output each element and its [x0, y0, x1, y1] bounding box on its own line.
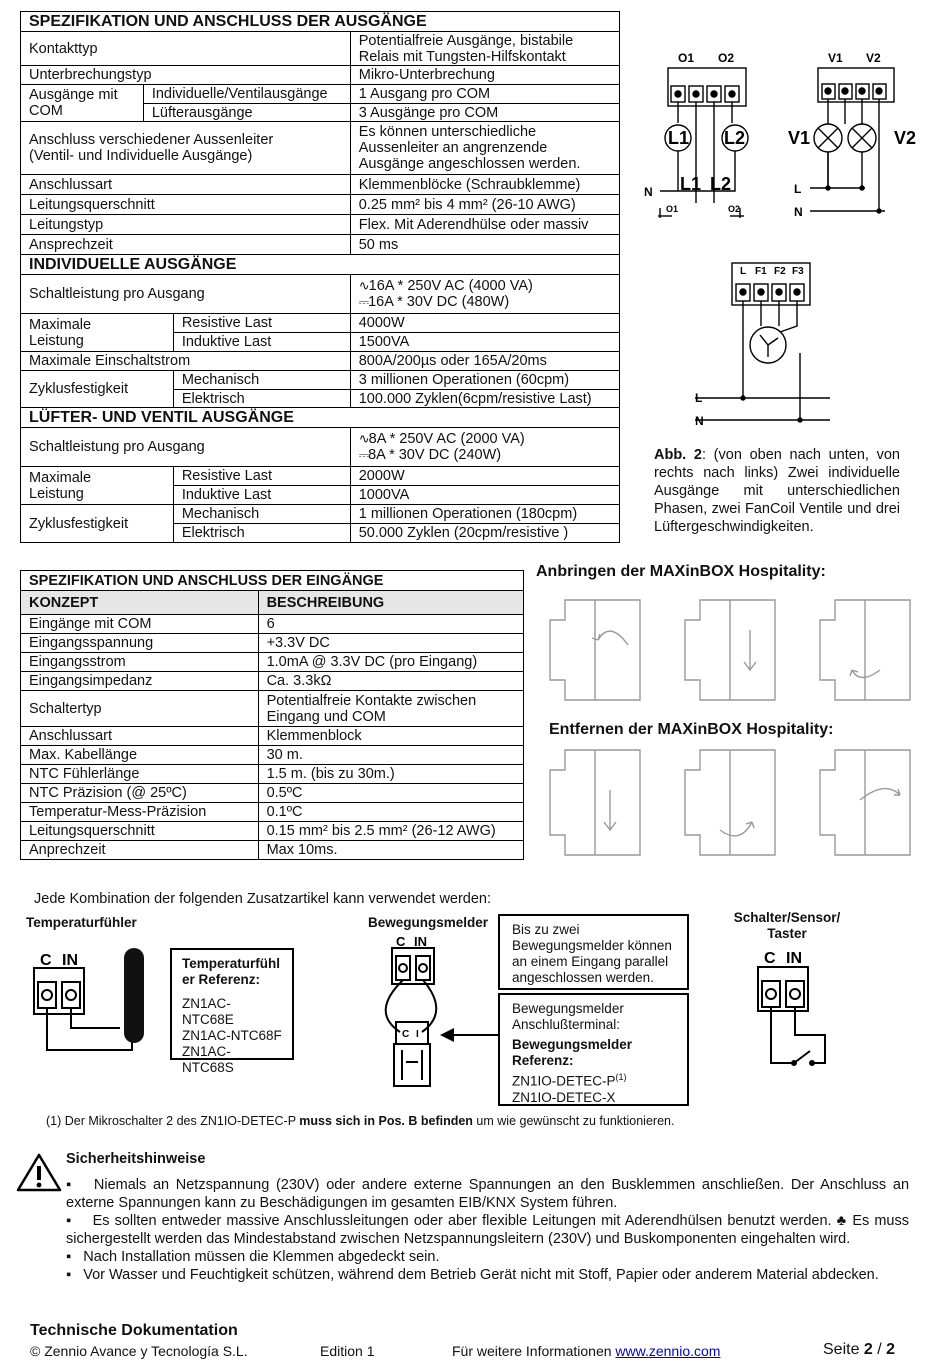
schaltertyp-label: Schaltertyp [21, 691, 259, 727]
individuelle-label: Individuelle/Ventilausgänge [143, 85, 350, 104]
f-line-n: N [695, 414, 704, 428]
querschnitt-value: 0.25 mm² bis 4 mm² (26-10 AWG) [350, 195, 619, 215]
switch-in-label: IN [786, 950, 802, 967]
wiring-diagrams [640, 48, 930, 438]
switch-diagram [750, 945, 840, 1070]
o-load-l1: L1 [668, 128, 690, 148]
device-3 [820, 600, 910, 700]
input-spec-label: Eingangsstrom [21, 653, 259, 672]
ausgaenge-com-label: Ausgänge mit COM [21, 85, 144, 122]
device-5 [685, 750, 775, 855]
input-spec-value: 0.5ºC [258, 784, 523, 803]
f-term-f3: F3 [792, 266, 804, 277]
ind-einschalt-label: Maximale Einschaltstrom [21, 352, 351, 371]
footer-company: © Zennio Avance y Tecnología S.L. [30, 1343, 248, 1359]
input-spec-value: Ca. 3.3kΩ [258, 672, 523, 691]
o-term-o2: O2 [718, 51, 735, 65]
f-term-f1: F1 [755, 266, 767, 277]
schaltertyp-value: Potentialfreie Kontakte zwischen Eingang und COM [258, 691, 523, 727]
dc-symbol-icon: ⎓ [358, 294, 369, 309]
v-side-v2: V2 [894, 128, 917, 148]
anschlussart-value: Klemmenblöcke (Schraubklemme) [350, 175, 619, 195]
device-4 [550, 750, 640, 855]
motion-note-box: Bis zu zwei Bewegungsmelder können an einem Eingang parallel angeschlossen werden. [498, 914, 689, 990]
o-line-l2: L2 [710, 174, 732, 194]
ind-einschalt-value: 800A/200µs oder 165A/20ms [350, 352, 619, 371]
input-spec-value: Max 10ms. [258, 841, 523, 860]
unterbrechung-label: Unterbrechungstyp [21, 66, 351, 85]
o-line-n: N [644, 185, 653, 199]
fan-mechanisch-value: 1 millionen Operationen (180cpm) [350, 505, 619, 524]
v-term-v2: V2 [866, 51, 881, 65]
fan-max-label: Maximale Leistung [21, 467, 174, 505]
motion-small-i: I [416, 1029, 419, 1040]
input-spec-value: 6 [258, 615, 523, 634]
o-term-o1: O1 [678, 51, 695, 65]
input-spec-label: Eingangsimpedanz [21, 672, 259, 691]
input-spec-label: Eingangsspannung [21, 634, 259, 653]
footer-info: Für weitere Informationen www.zennio.com [452, 1343, 721, 1359]
input-spec-label: Max. Kabellänge [21, 746, 259, 765]
input-spec-label: Anschlussart [21, 727, 259, 746]
temp-title: Temperaturfühler [26, 915, 137, 930]
anbringen-title: Anbringen der MAXinBOX Hospitality: [536, 563, 826, 580]
motion-title: Bewegungsmelder [368, 915, 489, 930]
input-spec-row [21, 672, 524, 691]
input-spec-row [21, 822, 524, 841]
col-beschreibung: BESCHREIBUNG [258, 591, 523, 615]
input-spec-value: +3.3V DC [258, 634, 523, 653]
ind-schaltleistung-value: ∿16A * 250V AC (4000 VA) ⎓16A * 30V DC (480W) [350, 275, 619, 314]
o-load-l2: L2 [724, 128, 746, 148]
f-line-l: L [695, 391, 703, 405]
fan-elektrisch-label: Elektrisch [173, 524, 350, 543]
footnote: (1) Der Mikroschalter 2 des ZN1IO-DETEC-P muss sich in Pos. B befinden um wie gewünscht zu funktionieren. [46, 1114, 675, 1128]
input-spec-row [21, 784, 524, 803]
device-2 [685, 600, 775, 700]
input-spec-value: 0.15 mm² bis 2.5 mm² (26-12 AWG) [258, 822, 523, 841]
input-spec-row [21, 841, 524, 860]
temp-in-label: IN [62, 952, 78, 969]
ind-zyklus-label: Zyklusfestigkeit [21, 371, 174, 408]
safety-list [66, 1176, 909, 1284]
ind-resistive-label: Resistive Last [173, 314, 350, 333]
input-spec-value: 30 m. [258, 746, 523, 765]
switch-c-label: C [764, 950, 776, 967]
fan-schaltleistung-value: ∿8A * 250V AC (2000 VA) ⎓8A * 30V DC (240W) [350, 428, 619, 467]
ansprechzeit-label: Ansprechzeit [21, 235, 351, 255]
device-1 [550, 600, 640, 700]
outputs-spec-table [20, 11, 620, 543]
input-spec-value: Klemmenblock [258, 727, 523, 746]
temp-ref-list: ZN1AC-NTC68E ZN1AC-NTC68F ZN1AC-NTC68S [182, 996, 282, 1075]
fan-zyklus-label: Zyklusfestigkeit [21, 505, 174, 543]
input-spec-label: NTC Präzision (@ 25ºC) [21, 784, 259, 803]
figure-caption: Abb. 2: (von oben nach unten, von rechts nach links) Zwei individuelle Ausgänge mit unterschiedlichen Phasen, zwei FanCoil Ventile und drei Lüftergeschwindigkeiten. [654, 447, 900, 535]
motion-detector-diagram [380, 932, 480, 1092]
switch-title: Schalter/Sensor/ Taster [733, 910, 841, 941]
ind-mechanisch-value: 3 millionen Operationen (60cpm) [350, 371, 619, 390]
input-spec-label: NTC Fühlerlänge [21, 765, 259, 784]
motion-small-c: C [402, 1029, 410, 1040]
kontakttyp-value: Potentialfreie Ausgänge, bistabile Relais mit Tungsten-Hilfskontakt [350, 32, 619, 66]
ind-resistive-value: 4000W [350, 314, 619, 333]
aussenleiter-label: Anschluss verschiedener Aussenleiter (Ventil- und Individuelle Ausgänge) [21, 122, 351, 175]
motion-in-label: IN [414, 934, 427, 949]
outputs-title: SPEZIFIKATION UND ANSCHLUSS DER AUSGÄNGE [21, 12, 620, 32]
individuelle-value: 1 Ausgang pro COM [350, 85, 619, 104]
kontakttyp-label: Kontakttyp [21, 32, 351, 66]
device-6 [820, 750, 910, 855]
input-spec-row [21, 803, 524, 822]
fan-elektrisch-value: 50.000 Zyklen (20cpm/resistive ) [350, 524, 619, 543]
temp-ref-title: Temperaturfühl er Referenz: [182, 956, 281, 987]
input-spec-row [21, 653, 524, 672]
input-spec-value: 0.1ºC [258, 803, 523, 822]
input-spec-row [21, 615, 524, 634]
v-line-n: N [794, 205, 803, 219]
fan-resistive-value: 2000W [350, 467, 619, 486]
fan-induktive-value: 1000VA [350, 486, 619, 505]
accessories-intro: Jede Kombination der folgenden Zusatzartikel kann verwendet werden: [34, 891, 492, 907]
fan-induktive-label: Induktive Last [173, 486, 350, 505]
ind-schaltleistung-label: Schaltleistung pro Ausgang [21, 275, 351, 314]
ind-elektrisch-value: 100.000 Zyklen(6cpm/resistive Last) [350, 390, 619, 408]
zennio-link[interactable]: www.zennio.com [615, 1343, 721, 1359]
luefter-value: 3 Ausgänge pro COM [350, 104, 619, 122]
fan-schaltleistung-label: Schaltleistung pro Ausgang [21, 428, 351, 467]
entfernen-title: Entfernen der MAXinBOX Hospitality: [549, 721, 834, 738]
ntc-probe [124, 948, 144, 1043]
f-term-f2: F2 [774, 266, 786, 277]
col-konzept: KONZEPT [21, 591, 259, 615]
arrow-icon [440, 1027, 502, 1043]
inputs-title: SPEZIFIKATION UND ANSCHLUSS DER EINGÄNGE [21, 571, 524, 591]
ansprechzeit-value: 50 ms [350, 235, 619, 255]
inputs-spec-table [20, 570, 524, 860]
input-spec-value: 1.5 m. (bis zu 30m.) [258, 765, 523, 784]
input-spec-row [21, 727, 524, 746]
f-term-l: L [740, 266, 747, 277]
mounting-illustrations [540, 590, 940, 865]
ac-symbol-icon: ∿ [358, 431, 369, 446]
input-spec-row [21, 765, 524, 784]
dc-symbol-icon: ⎓ [358, 447, 369, 462]
o-line-l1: L1 [680, 174, 702, 194]
warning-icon [16, 1152, 62, 1192]
leitungstyp-label: Leitungstyp [21, 215, 351, 235]
v-term-v1: V1 [828, 51, 843, 65]
temp-sensor-diagram [20, 940, 160, 1070]
unterbrechung-value: Mikro-Unterbrechung [350, 66, 619, 85]
v-side-v1: V1 [788, 128, 811, 148]
fan-mechanisch-label: Mechanisch [173, 505, 350, 524]
ind-mechanisch-label: Mechanisch [173, 371, 350, 390]
aussenleiter-value: Es können unterschiedliche Aussenleiter an angrenzende Ausgänge angeschlossen werden. [350, 122, 619, 175]
safety-item: ▪ Nach Installation müssen die Klemmen abgedeckt sein. [66, 1249, 440, 1265]
fan-resistive-label: Resistive Last [173, 467, 350, 486]
leitungstyp-value: Flex. Mit Aderendhülse oder massiv [350, 215, 619, 235]
footer-doc-title: Technische Dokumentation [30, 1322, 238, 1339]
o-contact-o1: O1 [666, 204, 679, 214]
v-line-l: L [794, 182, 802, 196]
ind-induktive-value: 1500VA [350, 333, 619, 352]
input-spec-label: Leitungsquerschnitt [21, 822, 259, 841]
safety-item: ▪ Vor Wasser und Feuchtigkeit schützen, während dem Betrieb Gerät nicht mit Stoff, Papier oder anderem Material abdecken. [66, 1267, 879, 1283]
anschlussart-label: Anschlussart [21, 175, 351, 195]
safety-item: ▪ Niemals an Netzspannung (230V) oder andere externe Spannungen an den Busklemmen anschließen. Der Anschluss an externe Spannungen kann zu Beschädigungen im gesamten EIB/KNX System führen. [66, 1177, 910, 1211]
input-spec-label: Temperatur-Mess-Präzision [21, 803, 259, 822]
motion-ref-box: Bewegungsmelder Anschlußterminal: Bewegungsmelder Referenz: $ZN1IO-DETEC-P^{(1)}$ ZN1IO-DETEC-X [498, 993, 689, 1106]
querschnitt-label: Leitungsquerschnitt [21, 195, 351, 215]
luefter-label: Lüfterausgänge [143, 104, 350, 122]
o-contact-o2: O2 [728, 204, 741, 214]
fan-title: LÜFTER- UND VENTIL AUSGÄNGE [21, 408, 620, 428]
ind-elektrisch-label: Elektrisch [173, 390, 350, 408]
temp-ref-box [170, 948, 294, 1075]
ind-max-label: Maximale Leistung [21, 314, 174, 352]
input-spec-label: Anprechzeit [21, 841, 259, 860]
motion-c-label: C [396, 934, 406, 949]
input-spec-row [21, 634, 524, 653]
footer-edition: Edition 1 [320, 1343, 375, 1359]
input-spec-label: Eingänge mit COM [21, 615, 259, 634]
input-spec-row [21, 746, 524, 765]
safety-title: Sicherheitshinweise [66, 1151, 206, 1167]
temp-c-label: C [40, 952, 52, 969]
ac-symbol-icon: ∿ [358, 278, 369, 293]
ind-induktive-label: Induktive Last [173, 333, 350, 352]
input-spec-value: 1.0mA @ 3.3V DC (pro Eingang) [258, 653, 523, 672]
individual-title: INDIVIDUELLE AUSGÄNGE [21, 255, 620, 275]
safety-item: ▪ Es sollten entweder massive Anschlussleitungen oder aber flexible Leitungen mit Aderendhülsen benutzt werden. ♣ Es muss sichergestellt werden das Mindestabstand zwischen Netzspannungsleitern (230V) und Buskomponenten eingehalten wird. [66, 1213, 909, 1247]
footer-page: Seite 2 / 2 [823, 1341, 896, 1358]
